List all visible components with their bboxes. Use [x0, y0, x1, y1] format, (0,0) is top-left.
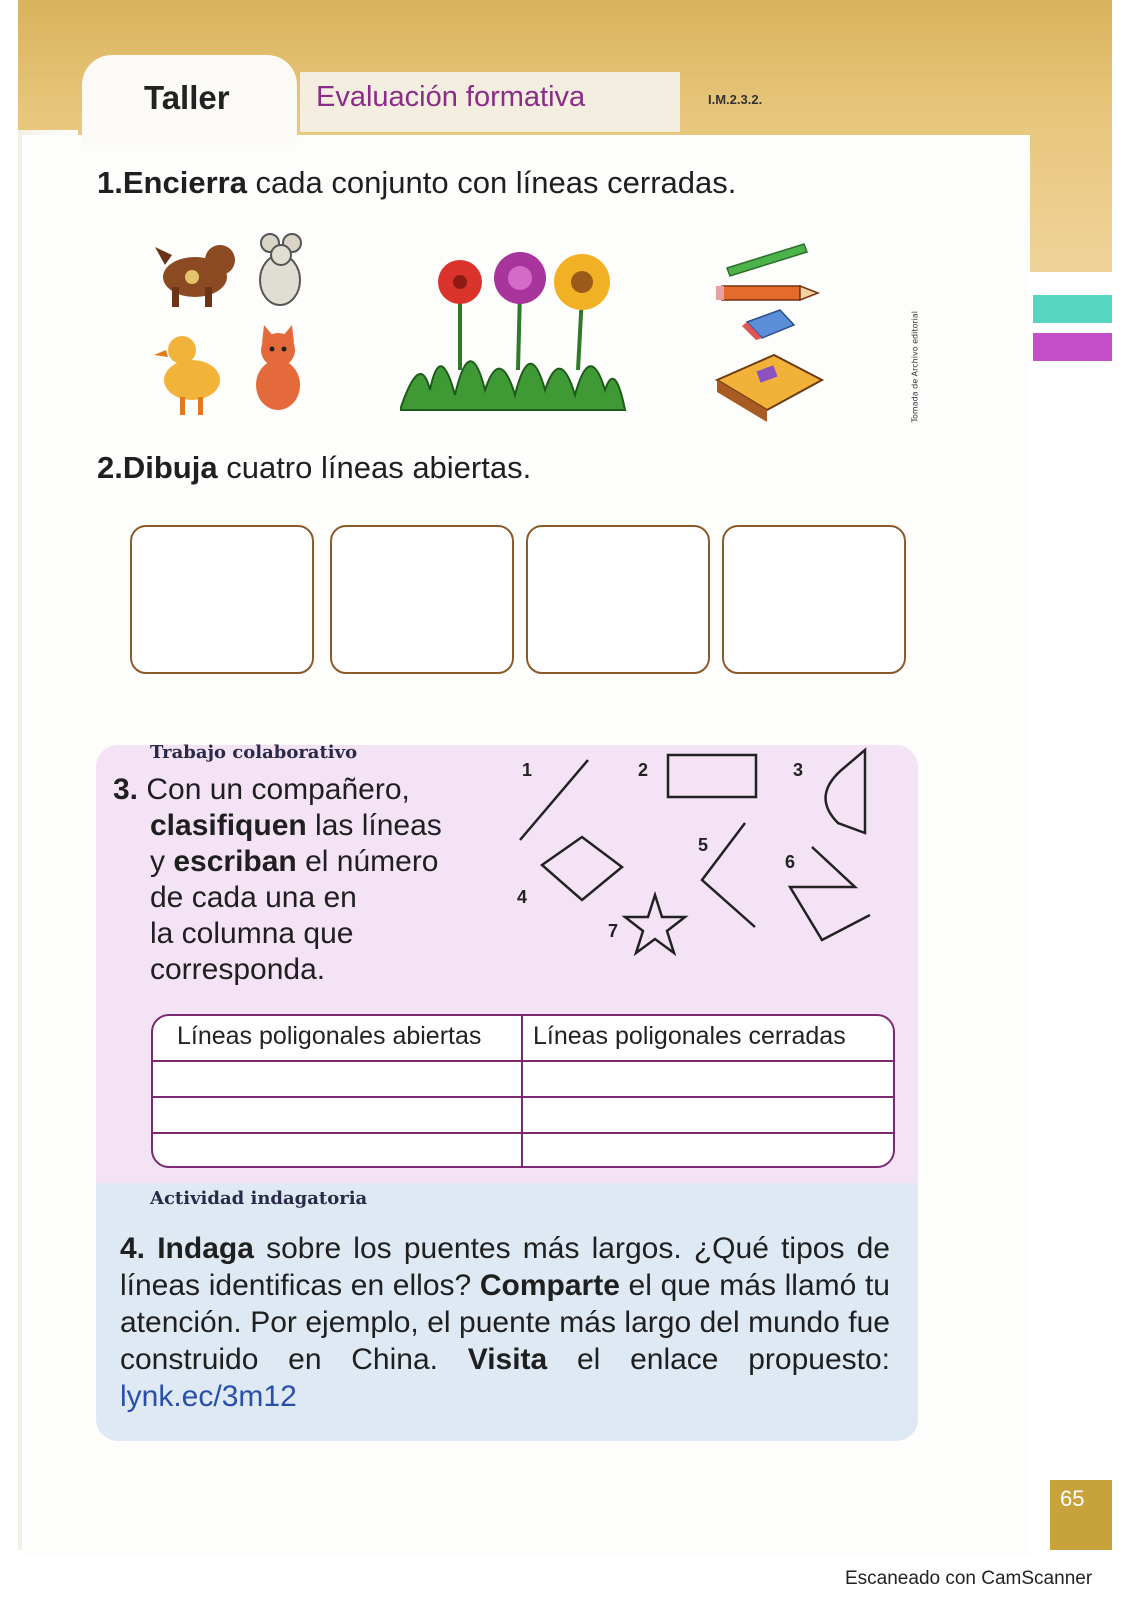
figure-number-2: 2 — [638, 760, 649, 780]
table-row-divider — [153, 1132, 893, 1134]
figure-number-7: 7 — [608, 921, 619, 941]
question-3-line-6: corresponda. — [150, 953, 326, 986]
question-2-number: 2. — [97, 450, 123, 485]
drawing-box-4[interactable] — [722, 525, 906, 674]
evaluation-tab-label: Evaluación formativa — [316, 81, 586, 113]
question-1 — [97, 165, 736, 201]
line-4-rhombus — [542, 837, 622, 900]
line-2-rectangle — [668, 755, 756, 797]
table-header-open: Líneas poligonales abiertas — [177, 1022, 482, 1050]
figure-number-1: 1 — [522, 760, 533, 780]
question-3-line-1: Con un compañero, — [146, 773, 410, 806]
duck-icon — [154, 336, 220, 415]
question-4-verb-2: Comparte — [479, 1269, 620, 1302]
inquiry-heading: Actividad indagatoria — [150, 1188, 368, 1209]
collaborative-heading: Trabajo colaborativo — [150, 742, 358, 763]
image-credit-text: Tomada de Archivo editorial — [910, 310, 920, 423]
side-tab-purple — [1033, 333, 1112, 361]
question-3-line-3: el número — [296, 845, 439, 878]
question-3 — [113, 772, 442, 988]
table-column-divider — [521, 1016, 523, 1166]
mouse-icon — [260, 234, 301, 305]
side-tab-teal — [1033, 295, 1112, 323]
question-1-number: 1. — [97, 165, 123, 200]
taller-tab — [82, 55, 297, 145]
question-2 — [97, 450, 531, 486]
question-3-line-4: de cada una en — [150, 881, 357, 914]
question-4 — [120, 1230, 890, 1415]
figure-number-5: 5 — [698, 835, 709, 855]
dog-icon — [155, 245, 235, 307]
line-7-star — [625, 895, 685, 953]
question-4-verb-1: Indaga — [157, 1232, 254, 1265]
purple-flower-icon — [494, 252, 546, 304]
question-3-line-5: la columna que — [150, 917, 354, 950]
drawing-box-1[interactable] — [130, 525, 314, 674]
taller-tab-label: Taller — [144, 79, 230, 116]
figure-number-4: 4 — [517, 887, 528, 907]
scanner-watermark: Escaneado con CamScanner — [845, 1568, 1093, 1589]
question-4-text-1: sobre los puentes más largos. ¿Qué tipos de líneas identificas en ellos? — [120, 1232, 890, 1302]
question-2-verb: Dibuja — [122, 450, 218, 485]
eraser-icon — [742, 310, 794, 340]
figure-number-3: 3 — [793, 760, 804, 780]
book-icon — [717, 355, 822, 422]
school-supplies-set-illustration — [712, 240, 827, 430]
cat-icon — [256, 325, 300, 410]
skill-code: I.M.2.3.2. — [708, 92, 763, 107]
question-3-verb-2: escriban — [173, 845, 297, 878]
grass-icon — [400, 361, 625, 410]
table-header-closed: Líneas poligonales cerradas — [533, 1022, 846, 1050]
page-number: 65 — [1060, 1486, 1085, 1511]
line-6-open-polyline — [790, 847, 870, 940]
ruler-icon — [727, 244, 807, 276]
polygonal-lines-figure — [510, 745, 890, 980]
question-4-text-3: el enlace propuesto: — [547, 1343, 890, 1376]
drawing-box-2[interactable] — [330, 525, 514, 674]
question-4-number: 4. — [120, 1232, 146, 1265]
line-3-closed-shape — [826, 750, 865, 833]
classification-table — [151, 1014, 895, 1168]
question-3-line-3-start: y — [150, 845, 174, 878]
line-5-open-angle — [702, 823, 755, 927]
image-credit — [905, 290, 920, 423]
question-1-verb: Encierra — [122, 165, 247, 200]
flowers-set-illustration — [400, 250, 630, 415]
pencil-icon — [716, 286, 818, 300]
evaluation-tab — [300, 72, 680, 132]
animals-set-illustration — [150, 225, 320, 425]
question-1-text: cada conjunto con líneas cerradas. — [246, 165, 737, 200]
question-4-text-2: el que más llamó tu atención. Por ejemplo, el puente más largo del mundo fue construido en China. — [120, 1269, 890, 1376]
table-row-divider — [153, 1060, 893, 1062]
question-3-verb-1: clasifiquen — [150, 809, 307, 842]
question-3-number: 3. — [113, 773, 139, 806]
figure-number-6: 6 — [785, 852, 796, 872]
question-2-text: cuatro líneas abiertas. — [217, 450, 532, 485]
suggested-link[interactable]: lynk.ec/3m12 — [120, 1380, 297, 1413]
question-3-line-2: las líneas — [306, 809, 442, 842]
table-row-divider — [153, 1096, 893, 1098]
page-number-box — [1050, 1480, 1112, 1550]
question-4-verb-3: Visita — [467, 1343, 548, 1376]
drawing-box-3[interactable] — [526, 525, 710, 674]
sunflower-icon — [554, 254, 610, 310]
red-flower-icon — [438, 260, 482, 304]
